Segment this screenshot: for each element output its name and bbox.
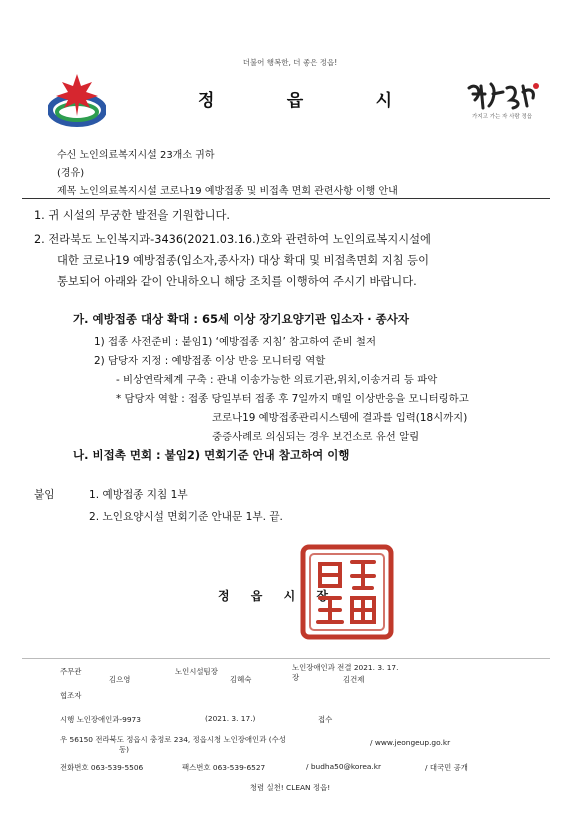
item-ga-sub-2: 2) 담당자 지정 : 예방접종 이상 반응 모니터링 역할 (94, 355, 326, 367)
item-ga-sub-1: 1) 접종 사전준비 : 붙임1) ‘예방접종 지침’ 참고하여 준비 철저 (94, 336, 376, 348)
approver-label: 노인장애인과 전결 2021. 3. 17. (292, 663, 399, 672)
fax-number: 팩스번호 063-539-6527 (182, 763, 266, 772)
enforcement-number: 시행 노인장애인과-9973 (60, 715, 141, 724)
item-ga-sub-2-a: - 비상연락체계 구축 : 관내 이송가능한 의료기관,위치,이송거리 등 파악 (116, 374, 438, 386)
org-title-char: 읍 (286, 91, 305, 111)
cooperator-label: 협조자 (60, 691, 82, 700)
item-ga-sub-2-b-line-2: 코로나19 예방접종관리시스템에 결과를 입력(18시까지) (212, 412, 468, 424)
recipient-line: 수신 노인의료복지시설 23개소 귀하 (57, 150, 215, 161)
item-ga-label: 가. (73, 312, 89, 326)
subject-line: 제목 노인의료복지시설 코로나19 예방접종 및 비접촉 면회 관련사항 이행 안내 (57, 186, 398, 197)
org-title-char: 시 (375, 91, 393, 111)
enforcement-date: (2021. 3. 17.) (205, 714, 256, 723)
item-na-title: 비접촉 면회 : 붙임2) 면회기준 안내 참고하여 이행 (92, 448, 350, 462)
via-line: (경유) (57, 168, 85, 179)
receipt-label: 접수 (318, 715, 333, 724)
item-ga-title: 예방접종 대상 확대 : 65세 이상 장기요양기관 입소자 · 종사자 (92, 312, 410, 326)
brand-subtitle: 가지고 가는 자 사람 정읍 (472, 114, 533, 120)
approver-label-cont: 장 (292, 673, 300, 682)
paragraph-2-line-1: 2. 전라북도 노인복지과-3436(2021.03.16.)호와 관련하여 노인의료복지시설에 (34, 233, 431, 246)
official-seal-stamp (300, 544, 394, 640)
paragraph-1: 1. 귀 시설의 무궁한 발전을 기원합니다. (34, 209, 231, 222)
item-na (73, 447, 349, 463)
paragraph-2-line-2: 대한 코로나19 예방접종(입소자,종사자) 대상 확대 및 비접촉면회 지침 등이 (57, 254, 429, 267)
closing-slogan: 청렴 실천! CLEAN 정읍! (249, 783, 331, 792)
footer-divider (22, 658, 550, 659)
city-emblem-logo (48, 70, 106, 130)
approver-name: 김건제 (343, 675, 365, 684)
organization-title (198, 86, 393, 111)
subject-divider (22, 198, 550, 199)
reviewer-label: 노인시설팀장 (175, 667, 218, 676)
item-ga-sub-2-b-line-1: * 담당자 역할 : 접종 당일부터 접종 후 7일까지 매일 이상반응을 모니터링하고 (116, 393, 469, 405)
signatory-char: 정 (218, 589, 230, 603)
disclosure-status: / 대국민 공개 (425, 763, 468, 772)
address-line-1: 우 56150 전라북도 정읍시 충정로 234, 정읍시청 노인장애인과 (수성 (60, 735, 286, 744)
homepage-link[interactable]: / www.jeongeup.go.kr (370, 738, 451, 747)
signatory-char: 시 (283, 589, 296, 603)
paragraph-2-line-3: 통보되어 아래와 같이 안내하오니 해당 조치를 이행하여 주시기 바랍니다. (57, 275, 417, 288)
attachment-label: 붙임 (34, 489, 55, 501)
org-title-char: 정 (198, 91, 216, 111)
email-link[interactable]: / budha50@korea.kr (306, 762, 382, 771)
attachment-1: 1. 예방접종 지침 1부 (89, 489, 188, 501)
drafter-label: 주무관 (60, 667, 82, 676)
slogan: 더불어 행복한, 더 좋은 정읍! (242, 58, 338, 67)
address-line-2: 동) (119, 745, 130, 754)
signatory-char: 장 (316, 589, 328, 603)
phone-number: 전화번호 063-539-5506 (60, 763, 144, 772)
item-na-label: 나. (73, 448, 89, 462)
drafter-name: 김으영 (109, 675, 131, 684)
attachment-2: 2. 노인요양시설 면회기준 안내문 1부. 끝. (89, 511, 283, 523)
item-ga-sub-2-b-line-3: 중증사례로 의심되는 경우 보건소로 유선 알림 (212, 431, 420, 443)
item-ga (73, 311, 409, 327)
signatory-char: 읍 (250, 589, 263, 603)
reviewer-name: 김혜숙 (230, 675, 252, 684)
